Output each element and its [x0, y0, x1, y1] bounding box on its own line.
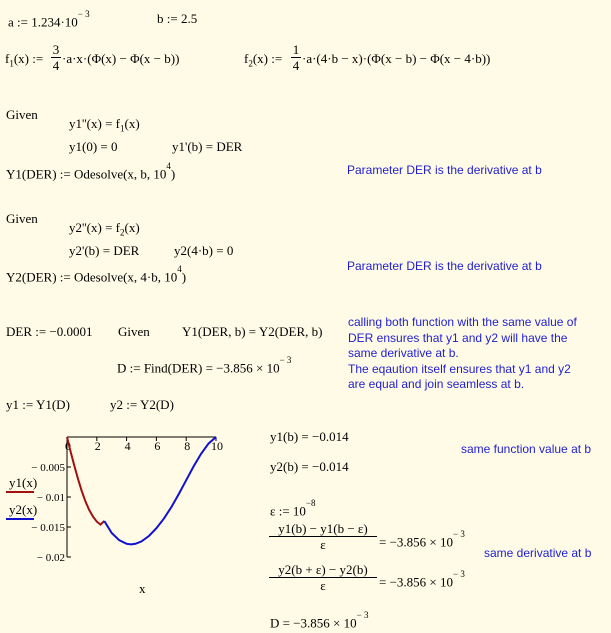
note-line-5: are equal and join seamless at b.: [348, 377, 525, 391]
f2-fraction: [291, 43, 301, 73]
note-same-function-value: same function value at b: [461, 442, 592, 456]
b-definition[interactable]: b := 2.5: [157, 11, 198, 26]
y1-derivative-condition[interactable]: y1'(b) = DER: [172, 139, 243, 154]
note-line-1: calling both function with the same value of: [348, 315, 577, 329]
legend-y1-label: y1(x): [9, 475, 38, 490]
y-tick-label: − 0.005: [31, 462, 65, 474]
given-label-3: Given: [118, 324, 150, 339]
x-tick-label: 10: [211, 439, 223, 453]
y1-ode-equation[interactable]: [69, 116, 140, 137]
find-der-result[interactable]: [117, 357, 291, 375]
a-exponent: − 3: [77, 9, 90, 19]
f2-name: f: [244, 51, 249, 66]
y1-initial-condition[interactable]: y1(0) = 0: [69, 139, 118, 154]
y2-dq-value-exp: − 3: [453, 569, 465, 579]
note-same-derivative: same derivative at b: [484, 546, 592, 560]
y-tick-label: − 0.02: [36, 552, 65, 564]
y1-odesolve-expr: Y1(DER) := Odesolve(x, b, 10: [6, 166, 167, 182]
f1-assign: (x) :=: [13, 51, 44, 66]
note-line-2: DER ensures that y1 and y2 will have the: [348, 330, 568, 345]
plot-series: [67, 437, 216, 544]
f2-expression: ·a·(4·b − x)·(Φ(x − b) − Φ(x − 4·b)): [302, 51, 491, 66]
y1-dq-value: [379, 531, 465, 549]
a-definition[interactable]: [8, 11, 90, 29]
y1-dq-numerator: y1(b) − y1(b − ε): [269, 522, 377, 537]
y1-ode-sub: 1: [120, 123, 125, 134]
y2-difference-quotient[interactable]: [269, 563, 377, 593]
f1-subscript: 1: [9, 58, 14, 69]
d-value-exp: − 3: [356, 610, 369, 620]
x-axis-label: x: [139, 581, 146, 596]
epsilon-definition[interactable]: [270, 500, 315, 518]
continuity-equation[interactable]: Y1(DER, b) = Y2(DER, b): [182, 324, 323, 339]
y1-difference-quotient[interactable]: [269, 522, 377, 552]
der-guess-definition[interactable]: DER := −0.0001: [6, 324, 93, 339]
note-parameter-der-2: Parameter DER is the derivative at b: [347, 259, 542, 273]
x-tick-label: 8: [184, 439, 191, 453]
f2-definition[interactable]: [244, 51, 282, 72]
y2-odesolve-exp: 4: [177, 264, 182, 274]
y2-derivative-condition[interactable]: y2'(b) = DER: [69, 243, 140, 258]
find-der-expr: D := Find(DER) = −3.856 × 10: [117, 360, 280, 376]
note-line-3: same derivative at b.: [348, 346, 459, 360]
y2-dq-value-expr: = −3.856 × 10: [379, 574, 453, 590]
series-y2-line: [104, 437, 216, 544]
legend-y1-line: [6, 491, 34, 493]
y2-at-b-result[interactable]: y2(b) = −0.014: [270, 459, 349, 474]
d-value-expr: D = −3.856 × 10: [270, 615, 357, 631]
f1-frac-den: 4: [52, 58, 60, 73]
find-der-exp: − 3: [279, 355, 292, 365]
x-tick-label: 0: [65, 439, 71, 453]
legend-y2-label: y2(x): [9, 502, 38, 517]
f1-expression: ·a·x·(Φ(x) − Φ(x − b)): [62, 51, 180, 66]
y2-dq-numerator: y2(b + ε) − y2(b): [269, 563, 377, 578]
f2-subscript: 2: [248, 58, 253, 69]
x-tick-label: 4: [124, 439, 131, 453]
y-tick-label: − 0.01: [36, 492, 65, 504]
plot-axes: [31, 437, 223, 564]
note-line-4: The eqaution itself ensures that y1 and y2: [348, 361, 571, 376]
f2-assign: (x) :=: [252, 51, 283, 66]
y2-boundary-condition[interactable]: y2(4·b) = 0: [174, 243, 234, 258]
f2-frac-den: 4: [292, 58, 300, 73]
epsilon-expr: ε := 10: [270, 503, 306, 519]
x-tick-label: 2: [94, 439, 101, 453]
y2-solution-definition[interactable]: y2 := Y2(D): [110, 397, 174, 412]
y1-odesolve[interactable]: [6, 163, 175, 181]
note-parameter-der-1: Parameter DER is the derivative at b: [347, 163, 542, 177]
f1-name: f: [5, 51, 10, 66]
y1-ode-end: (x): [124, 116, 140, 131]
y1-ode-lhs: y1''(x) = f: [69, 116, 121, 131]
y2-ode-end: (x): [124, 220, 140, 235]
given-label-1: Given: [6, 107, 38, 122]
y1-solution-definition[interactable]: y1 := Y1(D): [6, 397, 70, 412]
f2-frac-num: 1: [292, 42, 300, 57]
f1-definition[interactable]: [5, 51, 43, 72]
d-value-result[interactable]: [270, 612, 368, 630]
y2-ode-sub: 2: [120, 227, 125, 238]
y2-odesolve-end: ): [181, 269, 187, 285]
given-label-2: Given: [6, 211, 38, 226]
y2-odesolve-expr: Y2(DER) := Odesolve(x, 4·b, 10: [6, 269, 178, 285]
y1-odesolve-exp: 4: [166, 161, 171, 171]
y2-dq-denominator: ε: [320, 578, 326, 593]
y1-at-b-result[interactable]: y1(b) = −0.014: [270, 429, 349, 444]
y1-odesolve-end: ): [170, 166, 176, 182]
solution-plot[interactable]: [0, 420, 250, 600]
y2-dq-value: [379, 571, 465, 589]
y1-dq-value-expr: = −3.856 × 10: [379, 534, 453, 550]
y2-ode-lhs: y2''(x) = f: [69, 220, 121, 235]
legend-y2-line: [6, 518, 34, 520]
epsilon-exp: −8: [305, 498, 316, 508]
y2-ode-equation[interactable]: [69, 220, 140, 241]
y1-dq-value-exp: − 3: [453, 529, 465, 539]
x-tick-label: 6: [154, 439, 161, 453]
f1-fraction: [51, 43, 61, 73]
note-calling-both: [348, 315, 577, 393]
a-expr: a := 1.234·10: [8, 14, 78, 30]
f1-frac-num: 3: [52, 42, 60, 57]
y-tick-label: − 0.015: [31, 522, 65, 534]
y2-odesolve[interactable]: [6, 266, 186, 284]
y1-dq-denominator: ε: [320, 537, 326, 552]
